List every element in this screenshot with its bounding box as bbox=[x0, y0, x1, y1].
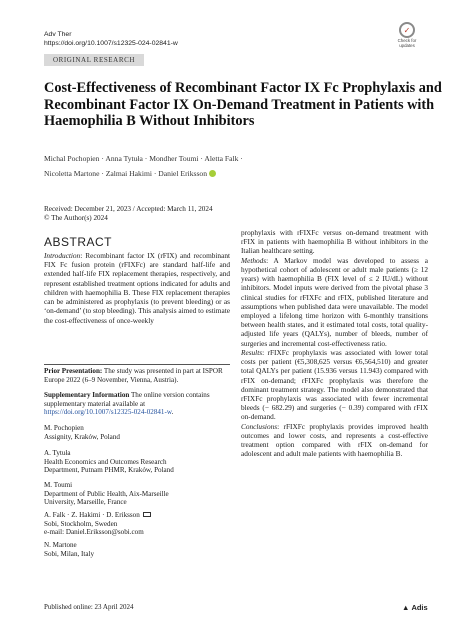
supplementary-link[interactable]: https://doi.org/10.1007/s12325-024-02841-w bbox=[44, 408, 172, 417]
corresponding-email[interactable]: e-mail: Daniel.Eriksson@sobi.com bbox=[44, 528, 144, 537]
check-for-updates-badge[interactable] bbox=[392, 22, 422, 50]
abstract-column-left bbox=[44, 251, 230, 325]
abstract-results bbox=[241, 348, 428, 422]
prior-presentation-note bbox=[44, 367, 230, 384]
introduction-text: : Recombinant factor IX (rFIX) and recombinant FIX Fc fusion protein (rFIXFc) are standard half-life and extended half-life FIX replacement therapies, respectively, and represent established treatment options indicated for adults and children with haemophilia B. These FIX replacement therapies can be administered as prophylaxis (to prevent bleeding) or as ‘on-demand’ (to stop bleeding). This analysis aimed to estimate the cost-effectiveness of once-weekly bbox=[44, 251, 230, 325]
adis-logo-icon: ▲ bbox=[402, 603, 410, 612]
abstract-column-right bbox=[241, 228, 428, 458]
supplementary-label: Supplementary Information bbox=[44, 391, 130, 399]
supplementary-end: . bbox=[171, 408, 174, 417]
author-list-line-2 bbox=[44, 169, 216, 178]
published-online-date: Published online: 23 April 2024 bbox=[44, 603, 134, 611]
prior-presentation-label: Prior Presentation: bbox=[44, 367, 103, 375]
received-accepted-dates: Received: December 21, 2023 / Accepted: March 11, 2024 bbox=[44, 205, 213, 213]
affiliation-line: Health Economics and Outcomes Research bbox=[44, 457, 167, 466]
prior-presentation-text: The study was presented in part at ISPOR Europe 2022 (6–9 November, Vienna, Austria). bbox=[44, 367, 223, 384]
article-doi[interactable]: https://doi.org/10.1007/s12325-024-02841-w bbox=[44, 40, 178, 47]
affiliation-name: A. Falk · Z. Hakimi · D. Eriksson bbox=[44, 511, 140, 519]
author-names: Michal Pochopien · Anna Tytuła · Mondher Toumi · Aletta Falk · bbox=[44, 154, 243, 163]
affiliation-line: Department, Putnam PHMR, Kraków, Poland bbox=[44, 466, 174, 475]
check-for-updates-badge-icon: ✓ bbox=[399, 22, 415, 38]
author-names: Nicoletta Martone · Zalmai Hakimi · Daniel Eriksson bbox=[44, 169, 208, 178]
affiliation-name-row bbox=[44, 511, 151, 520]
article-title: Cost-Effectiveness of Recombinant Factor IX Fc Prophylaxis and Recombinant Factor IX On-Demand Treatment in Patients with Haemophilia B Without Inhibitors bbox=[44, 80, 442, 129]
journal-name: Adv Ther bbox=[44, 31, 72, 38]
author-list-line-1 bbox=[44, 154, 243, 163]
affiliation-name: M. Pochopien bbox=[44, 424, 84, 432]
abstract-conclusions bbox=[241, 422, 428, 459]
footnote-divider bbox=[44, 364, 230, 365]
abstract-introduction bbox=[44, 251, 230, 325]
abstract-methods bbox=[241, 256, 428, 348]
supplementary-text: The online version contains supplementary material available at bbox=[44, 391, 210, 408]
affiliation-name: M. Toumi bbox=[44, 481, 73, 489]
results-text: : rFIXFc prophylaxis was associated with lower total costs per patient (€5,308,625 versus €6,564,510) and greater total QALYs per patient (15.936 versus 11.943) compared with rFIX on-demand; rFIXFc prophylaxis was therefore the dominant treatment strategy. The model also demonstrated that rFIXFc prophylaxis was associated with fewer incremental bleeds (− 682.29) and surgeries (− 0.39) compared with rFIX on-demand. bbox=[241, 347, 428, 422]
affiliation-line: Department of Public Health, Aix-Marseille bbox=[44, 489, 169, 498]
introduction-label: Introduction bbox=[44, 251, 81, 260]
conclusions-label: Conclusions bbox=[241, 421, 278, 431]
conclusions-text: : rFIXFc prophylaxis provides improved health outcomes and lower costs, and represents a cost-effective treatment option compared with rFIX on-demand for adolescent and adult male patients with haemophilia B. bbox=[241, 421, 428, 459]
publisher-name: Adis bbox=[411, 603, 428, 612]
badge-text: Check for updates bbox=[397, 38, 417, 48]
affiliation-line: Sobi, Milan, Italy bbox=[44, 549, 95, 558]
affiliation-line: Assignity, Kraków, Poland bbox=[44, 432, 120, 441]
affiliation-tytula bbox=[44, 449, 174, 475]
abstract-heading: ABSTRACT bbox=[44, 235, 113, 249]
affiliation-toumi bbox=[44, 481, 169, 507]
affiliation-line: Sobi, Stockholm, Sweden bbox=[44, 519, 118, 528]
affiliation-pochopien bbox=[44, 424, 120, 441]
publisher-logo bbox=[402, 603, 428, 612]
copyright-line: © The Author(s) 2024 bbox=[44, 214, 108, 222]
affiliation-name: A. Tytuła bbox=[44, 449, 71, 457]
affiliation-name: N. Martone bbox=[44, 541, 77, 549]
section-banner: ORIGINAL RESEARCH bbox=[44, 54, 144, 66]
affiliation-line: University, Marseille, France bbox=[44, 498, 127, 507]
orcid-icon[interactable] bbox=[209, 170, 216, 177]
supplementary-info-note bbox=[44, 391, 230, 417]
email-icon[interactable] bbox=[143, 512, 151, 517]
methods-label: Methods bbox=[241, 255, 267, 265]
affiliation-sobi-stockholm bbox=[44, 511, 151, 537]
affiliation-martone bbox=[44, 541, 94, 558]
results-label: Results bbox=[241, 347, 263, 357]
methods-text: : A Markov model was developed to assess a hypothetical cohort of adolescent or adult male patients (≥ 12 years) with haemophilia B (FIX level of ≤ 2 IU/dL) without inhibitors. Model inputs were derived from the pivotal phase 3 clinical studies for rFIXFc and rFIX, published literature and assumptions when published data were unavailable. The model employed a lifelong time horizon with 6-monthly transitions between health states, and it estimated total costs, total quality-adjusted life years (QALYs), number of bleeds, number of surgeries and incremental cost-effectiveness ratio. bbox=[241, 255, 428, 348]
introduction-continued: prophylaxis with rFIXFc versus on-demand treatment with rFIX in patients with haemophilia B without inhibitors in the Italian healthcare setting. bbox=[241, 228, 428, 256]
